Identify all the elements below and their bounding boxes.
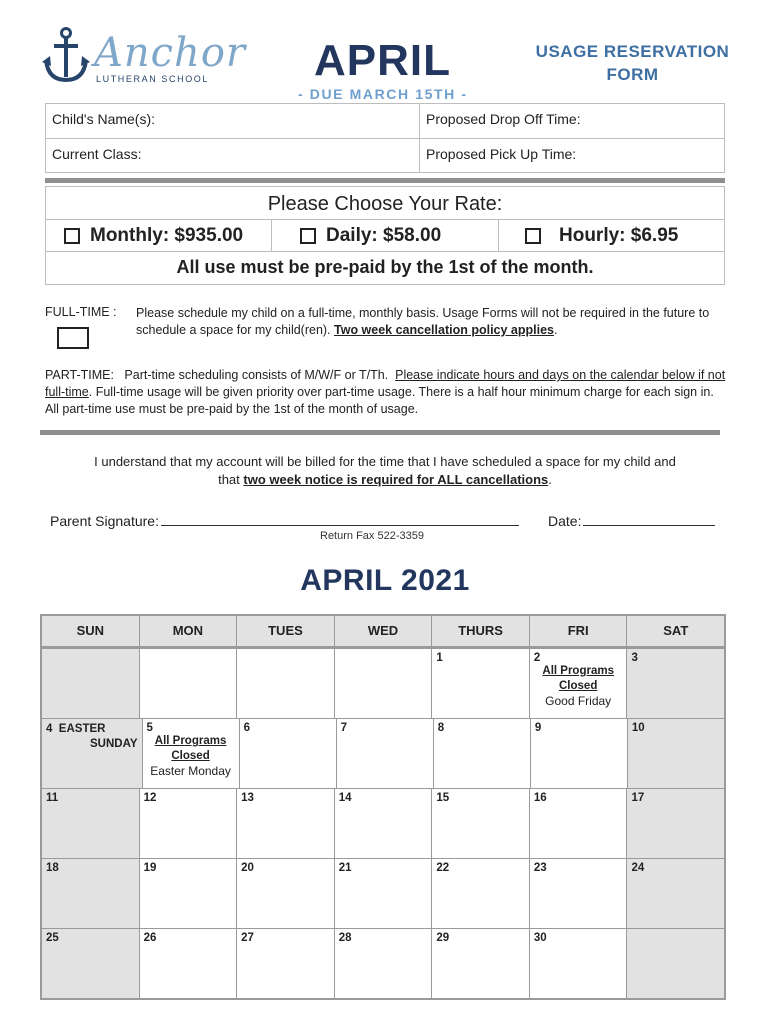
day-number: 23 (533, 862, 547, 874)
calendar-week (42, 718, 724, 788)
day-header: WED (334, 616, 432, 646)
calendar-day[interactable] (431, 859, 529, 928)
parent-signature[interactable] (50, 512, 519, 529)
calendar-week (42, 648, 724, 718)
fulltime-description: Please schedule my child on a full-time, monthly basis. Usage Forms will not be required in the future to schedule a space for my child(ren). Two week cancellation policy applies. (136, 306, 710, 337)
holiday-name: Easter Monday (150, 764, 231, 778)
school-logo (42, 26, 247, 90)
calendar-header (42, 616, 724, 648)
daily-checkbox[interactable] (300, 228, 316, 244)
fulltime-text: Please schedule my child on a full-time, monthly basis. Usage Forms will not be required in the future to schedule a space for my child(ren). (136, 306, 710, 337)
calendar-day[interactable] (626, 649, 724, 718)
day-number: 22 (436, 862, 450, 874)
calendar-day[interactable] (139, 859, 237, 928)
signature-line[interactable] (161, 512, 519, 526)
calendar-week (42, 788, 724, 858)
day-header: SUN (76, 623, 105, 638)
day-number: 9 (534, 722, 542, 734)
calendar-day[interactable] (42, 719, 142, 788)
day-number: 30 (533, 932, 547, 944)
parttime-text2: . Full-time usage will be given priority over part-time usage. There is a half hour minimum charge for each sign in. All part-time use must be pre-paid by the 1st of the month of usage. (45, 385, 714, 416)
day-number: 16 (533, 792, 547, 804)
day-number: 13 (241, 792, 254, 804)
calendar-day-empty (236, 649, 334, 718)
calendar-week (42, 858, 724, 928)
day-number: 20 (241, 862, 254, 874)
fulltime-label: FULL-TIME : (45, 305, 117, 319)
day-number: 12 (143, 792, 157, 804)
day-number: 24 (631, 862, 645, 874)
calendar-day[interactable] (236, 859, 334, 928)
agreement-text: I understand that my account will be billed for the time that I have scheduled a space for my child and that (94, 454, 676, 487)
day-number: 21 (338, 862, 352, 874)
day-number: 29 (436, 932, 450, 944)
rate-options (46, 219, 724, 252)
calendar-day-empty (334, 649, 432, 718)
logo-subtitle: LUTHERAN SCHOOL (96, 74, 210, 84)
calendar-week (42, 928, 724, 998)
page-title: APRIL (314, 36, 451, 85)
calendar-day[interactable] (239, 719, 336, 788)
cancellation-notice: two week notice is required for ALL cancellations (243, 472, 549, 487)
calendar-day[interactable] (236, 789, 334, 858)
form-title (520, 40, 745, 86)
calendar-day[interactable] (530, 719, 627, 788)
calendar-day[interactable] (431, 929, 529, 998)
hourly-label: Hourly: $6.95 (559, 224, 679, 246)
logo-wordmark: Anchor (94, 30, 247, 76)
calendar-day[interactable] (42, 859, 139, 928)
signature-label: Parent Signature: (50, 513, 159, 529)
form-title-line1: USAGE RESERVATION (535, 42, 730, 61)
calendar-day[interactable] (431, 789, 529, 858)
cancellation-policy: Two week cancellation policy applies (334, 323, 554, 337)
drop-off-time-field[interactable]: Proposed Drop Off Time: (426, 111, 581, 127)
calendar-day[interactable] (627, 719, 724, 788)
closure-note: All Programs Closed (542, 665, 614, 692)
day-number: 5 (146, 722, 153, 734)
holiday-name: Good Friday (545, 694, 612, 708)
billing-agreement: I understand that my account will be billed for the time that I have scheduled a space for my child and that two week notice is required for ALL cancellations. (94, 454, 676, 487)
day-number: 7 (340, 722, 348, 734)
daily-label: Daily: $58.00 (326, 224, 442, 246)
closure-note: All Programs Closed (154, 735, 227, 762)
rate-option-monthly[interactable] (46, 220, 271, 251)
calendar-day[interactable] (334, 859, 432, 928)
prepaid-note: All use must be pre-paid by the 1st of the month. (176, 257, 594, 277)
date-line[interactable] (583, 512, 715, 526)
signature-date[interactable] (548, 512, 715, 529)
pick-up-time-field[interactable]: Proposed Pick Up Time: (426, 146, 577, 162)
day-number: 6 (243, 722, 250, 734)
monthly-checkbox[interactable] (64, 228, 80, 244)
return-fax: Return Fax 522-3359 (320, 530, 424, 542)
day-header: THURS (431, 616, 529, 646)
day-number: 10 (631, 722, 645, 734)
parttime-instructions: Please indicate hours and days on the calendar below if not full-time (45, 368, 726, 399)
calendar-day[interactable] (334, 929, 432, 998)
day-number: 4 EASTER (46, 723, 106, 735)
divider (45, 178, 725, 183)
parttime-description (45, 367, 730, 418)
info-row (46, 104, 724, 139)
monthly-label: Monthly: $935.00 (90, 224, 244, 246)
day-number: 15 (436, 792, 450, 804)
calendar-day[interactable] (236, 929, 334, 998)
day-number: 18 (46, 862, 59, 874)
calendar-day-empty (139, 649, 237, 718)
calendar-day[interactable] (433, 719, 530, 788)
calendar-day[interactable] (529, 859, 627, 928)
calendar-day[interactable] (334, 789, 432, 858)
calendar-title: APRIL 2021 (300, 564, 470, 597)
form-title-line2: FORM (606, 65, 659, 84)
rate-selection (45, 186, 725, 285)
anchor-icon (42, 26, 90, 86)
calendar-day[interactable] (42, 929, 139, 998)
calendar-day[interactable] (529, 789, 627, 858)
due-date: - DUE MARCH 15TH - (298, 86, 468, 102)
current-class-field[interactable]: Current Class: (46, 139, 420, 173)
day-number: 11 (46, 792, 59, 804)
divider (40, 430, 720, 435)
day-header: SAT (626, 616, 724, 646)
date-label: Date: (548, 513, 582, 529)
calendar-day[interactable] (431, 649, 529, 718)
day-number: 26 (143, 932, 157, 944)
calendar-day[interactable] (626, 789, 724, 858)
calendar-day[interactable] (529, 929, 627, 998)
parttime-label: PART-TIME: (45, 368, 114, 382)
day-number: 19 (143, 862, 157, 874)
calendar-day-empty (42, 649, 139, 718)
calendar-day-empty (626, 929, 724, 998)
info-row (46, 139, 724, 173)
day-header: MON (139, 616, 237, 646)
hourly-checkbox[interactable] (525, 228, 541, 244)
calendar-day[interactable] (529, 649, 627, 718)
calendar-day[interactable] (336, 719, 433, 788)
holiday-name: SUNDAY (90, 738, 138, 750)
day-number: 8 (437, 722, 445, 734)
rate-title: Please Choose Your Rate: (267, 193, 503, 215)
day-number: 3 (631, 652, 638, 664)
day-number: 17 (631, 792, 645, 804)
day-header: TUES (236, 616, 334, 646)
calendar-day[interactable] (139, 789, 237, 858)
child-info-table (45, 103, 725, 173)
day-number: 2 (533, 652, 541, 664)
day-number: 14 (338, 792, 352, 804)
calendar (40, 614, 726, 1000)
calendar-day[interactable] (142, 719, 239, 788)
day-number: 27 (241, 932, 254, 944)
calendar-day[interactable] (139, 929, 237, 998)
day-number: 25 (46, 932, 59, 944)
child-names-field[interactable]: Child's Name(s): (46, 104, 420, 138)
parttime-text1: Part-time scheduling consists of M/W/F or T/Th. (124, 368, 389, 382)
calendar-day[interactable] (626, 859, 724, 928)
day-number: 1 (436, 652, 443, 664)
fulltime-checkbox[interactable] (57, 327, 89, 349)
day-header: FRI (529, 616, 627, 646)
calendar-day[interactable] (42, 789, 139, 858)
rate-option-daily[interactable] (271, 220, 498, 251)
day-number: 28 (338, 932, 352, 944)
rate-option-hourly[interactable] (498, 220, 724, 251)
